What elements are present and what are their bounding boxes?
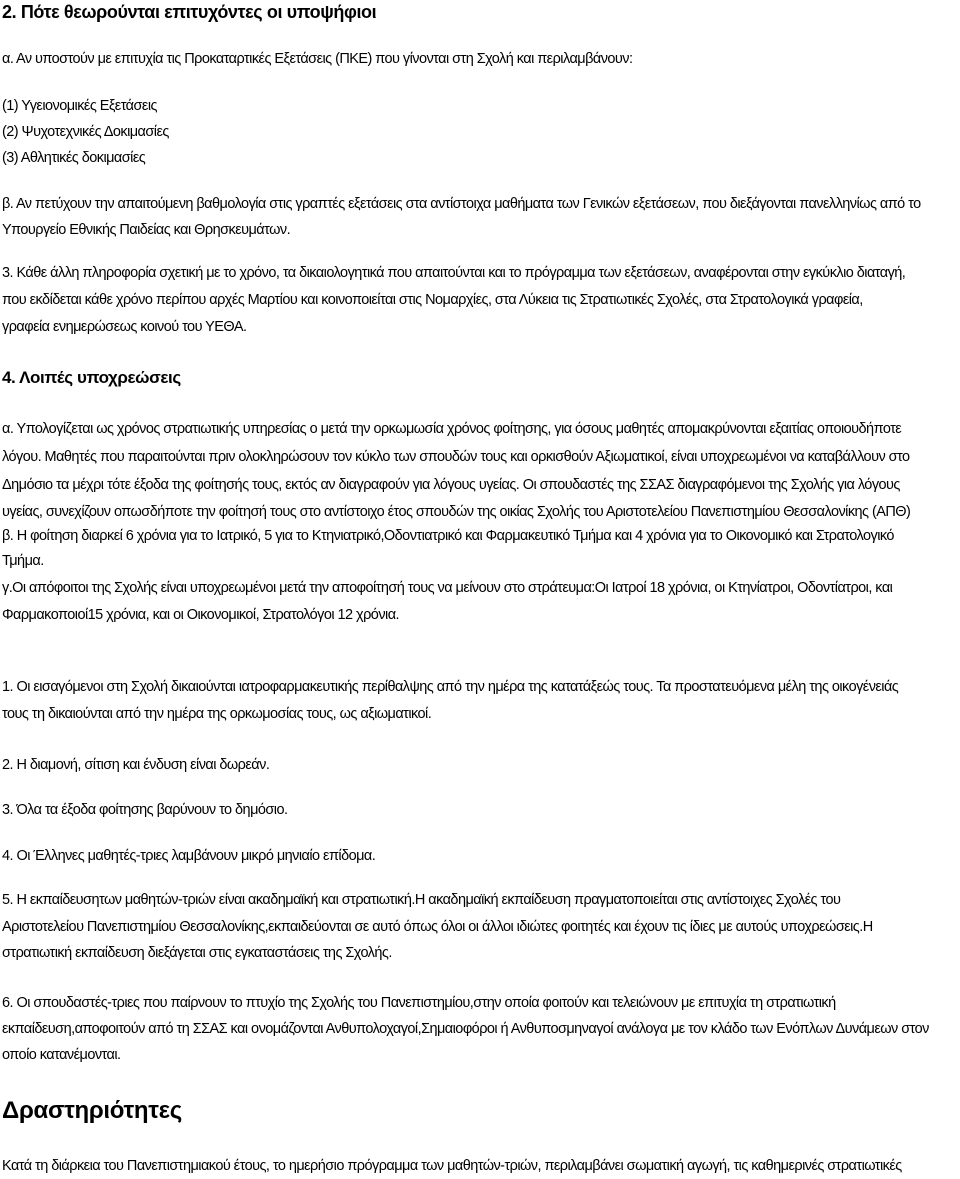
section3-line: 3. Κάθε άλλη πληροφορία σχετική με το χρόνο, τα δικαιολογητικά που απαιτούνται και το πρόγραμμα των εξετάσεων, αναφέρονται στην εγκύκλιο διαταγή, bbox=[2, 265, 906, 281]
section4-line: Τμήμα. bbox=[2, 553, 44, 569]
section4-line: λόγου. Μαθητές που παραιτούνται πριν ολοκληρώσουν τον κύκλο των σπουδών τους και ορκισθούν Αξιωματικοί, είναι υποχρεωμένοι να καταβάλλουν στο bbox=[2, 449, 910, 465]
benefit-item-5: στρατιωτική εκπαίδευση διεξάγεται στις εγκαταστάσεις της Σχολής. bbox=[2, 945, 392, 961]
section4-line: γ.Οι απόφοιτοι της Σχολής είναι υποχρεωμένοι μετά την αποφοίτησή τους να μείνουν στο στράτευμα:Οι Ιατροί 18 χρόνια, οι Κτηνίατροι, Οδοντίατροι, και bbox=[2, 580, 893, 596]
activities-line: Κατά τη διάρκεια του Πανεπιστημιακού έτους, το ημερήσιο πρόγραμμα των μαθητών-τριών, περιλαμβάνει σωματική αγωγή, τις καθημερινές στρατιωτικές bbox=[2, 1158, 902, 1174]
benefit-item-2: 2. Η διαμονή, σίτιση και ένδυση είναι δωρεάν. bbox=[2, 757, 270, 773]
section3-line: που εκδίδεται κάθε χρόνο περίπου αρχές Μαρτίου και κοινοποιείται στις Νομαρχίες, στα Λύκεια τις Στρατιωτικές Σχολές, στα Στρατολογικά γραφεία, bbox=[2, 292, 863, 308]
benefit-item-6: οποίο κατανέμονται. bbox=[2, 1047, 121, 1063]
section4-line: α. Υπολογίζεται ως χρόνος στρατιωτικής υπηρεσίας ο μετά την ορκωμωσία χρόνος φοίτησης, για όσους μαθητές απομακρύνονται εξαιτίας οποιουδήποτε bbox=[2, 421, 902, 437]
benefit-item-1: 1. Οι εισαγόμενοι στη Σχολή δικαιούνται ιατροφαρμακευτικής περίθαλψης από την ημέρα της κατατάξεώς τους. Τα προστατευόμενα μέλη της οικογένειάς bbox=[2, 679, 899, 695]
benefit-item-1: τους τη δικαιούνται από την ημέρα της ορκωμοσίας τους, ως αξιωματικοί. bbox=[2, 706, 432, 722]
list-item: (3) Αθλητικές δοκιμασίες bbox=[2, 150, 146, 166]
benefit-item-5: 5. Η εκπαίδευσητων μαθητών-τριών είναι ακαδημαϊκή και στρατιωτική.Η ακαδημαϊκή εκπαίδευση πραγματοποιείται στις αντίστοιχες Σχολές του bbox=[2, 892, 841, 908]
section2-heading: 2. Πότε θεωρούνται επιτυχόντες οι υποψήφιοι bbox=[2, 2, 377, 22]
benefit-item-6: εκπαίδευση,αποφοιτούν από τη ΣΣΑΣ και ονομάζονται Ανθυπολοχαγοί,Σημαιοφόροι ή Ανθυποσμηναγοί ανάλογα με τον κλάδο των Ενόπλων Δυνάμεων στον bbox=[2, 1021, 929, 1037]
benefit-item-6: 6. Οι σπουδαστές-τριες που παίρνουν το πτυχίο της Σχολής του Πανεπιστημίου,στην οποία φοιτούν και τελειώνουν με επιτυχία τη στρατιωτική bbox=[2, 995, 836, 1011]
section4-line: υγείας, συνεχίζουν οπωσδήποτε την φοίτησή τους στο αντίστοιχο έτος σπουδών της οικίας Σχολής του Αριστοτελείου Πανεπιστημίου Θεσσαλονίκης (ΑΠΘ) bbox=[2, 504, 911, 520]
section4-line: β. Η φοίτηση διαρκεί 6 χρόνια για το Ιατρικό, 5 για το Κτηνιατρικό,Οδοντιατρικό και Φαρμακευτικό Τμήμα και 4 χρόνια για το Οικονομικό και Στρατολογικό bbox=[2, 528, 894, 544]
section4-heading: 4. Λοιπές υποχρεώσεις bbox=[2, 368, 181, 387]
section2-a-text: α. Αν υποστούν με επιτυχία τις Προκαταρτικές Εξετάσεις (ΠΚΕ) που γίνονται στη Σχολή και περιλαμβάνουν: bbox=[2, 51, 633, 67]
benefit-item-4: 4. Οι Έλληνες μαθητές-τριες λαμβάνουν μικρό μηνιαίο επίδομα. bbox=[2, 848, 376, 864]
list-item: (2) Ψυχοτεχνικές Δοκιμασίες bbox=[2, 124, 169, 140]
section4-line: Δημόσιο τα μέχρι τότε έξοδα της φοίτησής τους, εκτός αν διαγραφούν για λόγους υγείας. Οι σπουδαστές της ΣΣΑΣ διαγραφόμενοι της Σχολής για λόγους bbox=[2, 477, 900, 493]
activities-heading: Δραστηριότητες bbox=[2, 1097, 182, 1124]
benefit-item-5: Αριστοτελείου Πανεπιστημίου Θεσσαλονίκης,εκπαιδεύονται σε αυτό όπως όλοι οι άλλοι ιδιώτες φοιτητές και έχουν τις ίδιες με αυτούς υποχρεώσεις.Η bbox=[2, 919, 873, 935]
section2-b-line: β. Αν πετύχουν την απαιτούμενη βαθμολογία στις γραπτές εξετάσεις στα αντίστοιχα μαθήματα των Γενικών εξετάσεων, που διεξάγονται πανελληνίως από το bbox=[2, 196, 921, 212]
benefit-item-3: 3. Όλα τα έξοδα φοίτησης βαρύνουν το δημόσιο. bbox=[2, 802, 288, 818]
section3-line: γραφεία ενημερώσεως κοινού του ΥΕΘΑ. bbox=[2, 319, 247, 335]
section4-line: Φαρμακοποιοί15 χρόνια, και οι Οικονομικοί, Στρατολόγοι 12 χρόνια. bbox=[2, 607, 400, 623]
section2-b-line: Υπουργείο Εθνικής Παιδείας και Θρησκευμάτων. bbox=[2, 222, 291, 238]
list-item: (1) Υγειονομικές Εξετάσεις bbox=[2, 98, 157, 114]
